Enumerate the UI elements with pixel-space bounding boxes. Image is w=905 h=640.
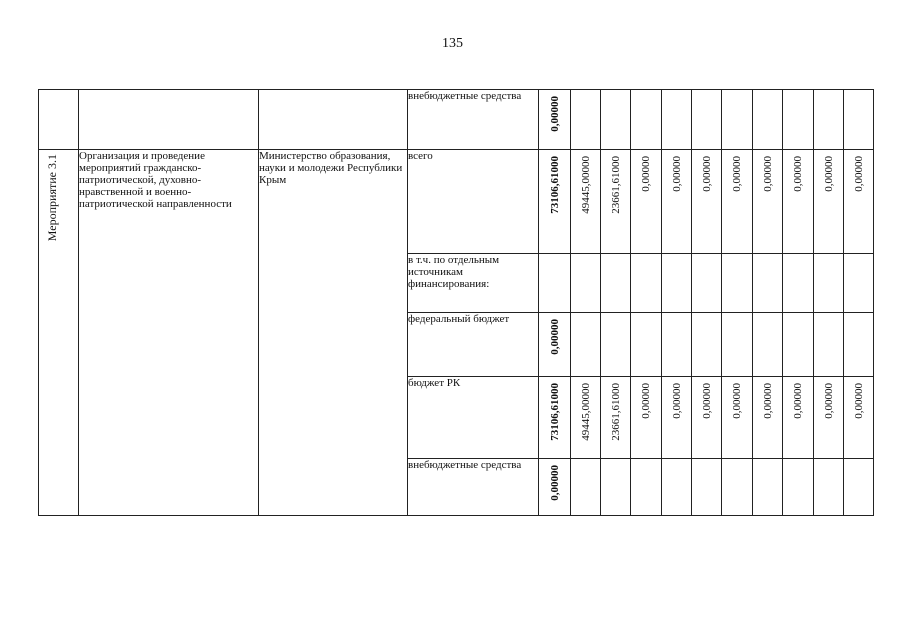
value-cell xyxy=(844,150,874,254)
value-cell xyxy=(571,459,601,516)
total-value: 73106,61000 xyxy=(548,383,561,441)
value-cell xyxy=(692,254,722,313)
value-cell xyxy=(692,459,722,516)
cell-value: 0,00000 xyxy=(761,156,774,192)
value-cell xyxy=(662,90,692,150)
value-cell xyxy=(753,459,783,516)
value-cell xyxy=(814,377,844,459)
value-cell xyxy=(601,90,631,150)
value-cell xyxy=(753,150,783,254)
cell-value: 0,00000 xyxy=(640,156,652,192)
total-cell xyxy=(539,459,571,516)
value-cell xyxy=(571,377,601,459)
value-cell xyxy=(631,377,662,459)
cell-value: 23661,61000 xyxy=(609,383,622,441)
value-cell xyxy=(662,254,692,313)
source-label: внебюджетные средства xyxy=(408,459,539,516)
total-cell xyxy=(539,90,571,150)
value-cell xyxy=(814,90,844,150)
empty-cell xyxy=(259,90,408,150)
total-cell xyxy=(539,254,571,313)
total-cell xyxy=(539,313,571,377)
value-cell xyxy=(662,459,692,516)
cell-value: 0,00000 xyxy=(792,383,804,419)
value-cell xyxy=(601,377,631,459)
cell-value: 23661,61000 xyxy=(609,156,622,214)
value-cell xyxy=(753,254,783,313)
value-cell xyxy=(753,313,783,377)
cell-value: 0,00000 xyxy=(792,156,804,192)
cell-value: 0,00000 xyxy=(700,156,713,192)
value-cell xyxy=(601,150,631,254)
total-value: 0,00000 xyxy=(548,96,561,132)
value-cell xyxy=(571,90,601,150)
cell-value: 0,00000 xyxy=(670,156,683,192)
value-cell xyxy=(783,313,814,377)
activity-code-cell xyxy=(39,150,79,516)
activity-executor: Министерство образования, науки и молодежи Республики Крым xyxy=(259,150,408,516)
value-cell xyxy=(692,313,722,377)
total-cell xyxy=(539,150,571,254)
total-value: 0,00000 xyxy=(548,465,561,501)
total-value: 0,00000 xyxy=(548,319,561,355)
page-number: 135 xyxy=(442,36,463,51)
cell-value: 0,00000 xyxy=(852,156,865,192)
value-cell xyxy=(722,254,753,313)
source-label: бюджет РК xyxy=(408,377,539,459)
empty-cell xyxy=(79,90,259,150)
cell-value: 0,00000 xyxy=(640,383,652,419)
value-cell xyxy=(662,377,692,459)
value-cell xyxy=(571,313,601,377)
cell-value: 0,00000 xyxy=(761,383,774,419)
cell-value: 0,00000 xyxy=(731,156,743,192)
value-cell xyxy=(631,459,662,516)
value-cell xyxy=(601,313,631,377)
value-cell xyxy=(722,377,753,459)
value-cell xyxy=(814,459,844,516)
cell-value: 0,00000 xyxy=(822,383,835,419)
cell-value: 49445,00000 xyxy=(579,156,592,214)
table-row xyxy=(39,90,874,150)
cell-value: 0,00000 xyxy=(822,156,835,192)
total-value: 73106,61000 xyxy=(548,156,561,214)
value-cell xyxy=(631,150,662,254)
value-cell xyxy=(722,90,753,150)
value-cell xyxy=(814,254,844,313)
source-label: всего xyxy=(408,150,539,254)
total-cell xyxy=(539,377,571,459)
value-cell xyxy=(692,377,722,459)
value-cell xyxy=(662,313,692,377)
value-cell xyxy=(814,150,844,254)
value-cell xyxy=(722,459,753,516)
value-cell xyxy=(631,313,662,377)
source-label: внебюджетные средства xyxy=(408,90,539,150)
source-label: федеральный бюджет xyxy=(408,313,539,377)
value-cell xyxy=(571,150,601,254)
activity-name: Организация и проведение мероприятий гражданско-патриотической, духовно-нравственной и военно-патриотической направленности xyxy=(79,150,259,516)
value-cell xyxy=(783,150,814,254)
value-cell xyxy=(631,254,662,313)
cell-value: 0,00000 xyxy=(731,383,743,419)
table-row xyxy=(39,150,874,254)
value-cell xyxy=(844,459,874,516)
cell-value: 0,00000 xyxy=(852,383,865,419)
table-body xyxy=(39,90,874,516)
source-label: в т.ч. по отдельным источникам финансирования: xyxy=(408,254,539,313)
value-cell xyxy=(844,254,874,313)
value-cell xyxy=(783,459,814,516)
value-cell xyxy=(753,377,783,459)
cell-value: 49445,00000 xyxy=(579,383,592,441)
cell-value: 0,00000 xyxy=(700,383,713,419)
value-cell xyxy=(631,90,662,150)
value-cell xyxy=(722,313,753,377)
activity-code: Мероприятие 3.1 xyxy=(45,154,59,242)
value-cell xyxy=(571,254,601,313)
value-cell xyxy=(601,254,631,313)
value-cell xyxy=(601,459,631,516)
value-cell xyxy=(783,90,814,150)
financing-table xyxy=(38,89,874,516)
value-cell xyxy=(692,150,722,254)
value-cell xyxy=(753,90,783,150)
value-cell xyxy=(662,150,692,254)
value-cell xyxy=(783,377,814,459)
cell-value: 0,00000 xyxy=(670,383,683,419)
value-cell xyxy=(844,90,874,150)
value-cell xyxy=(692,90,722,150)
value-cell xyxy=(844,313,874,377)
empty-cell xyxy=(39,90,79,150)
value-cell xyxy=(814,313,844,377)
value-cell xyxy=(783,254,814,313)
value-cell xyxy=(722,150,753,254)
value-cell xyxy=(844,377,874,459)
